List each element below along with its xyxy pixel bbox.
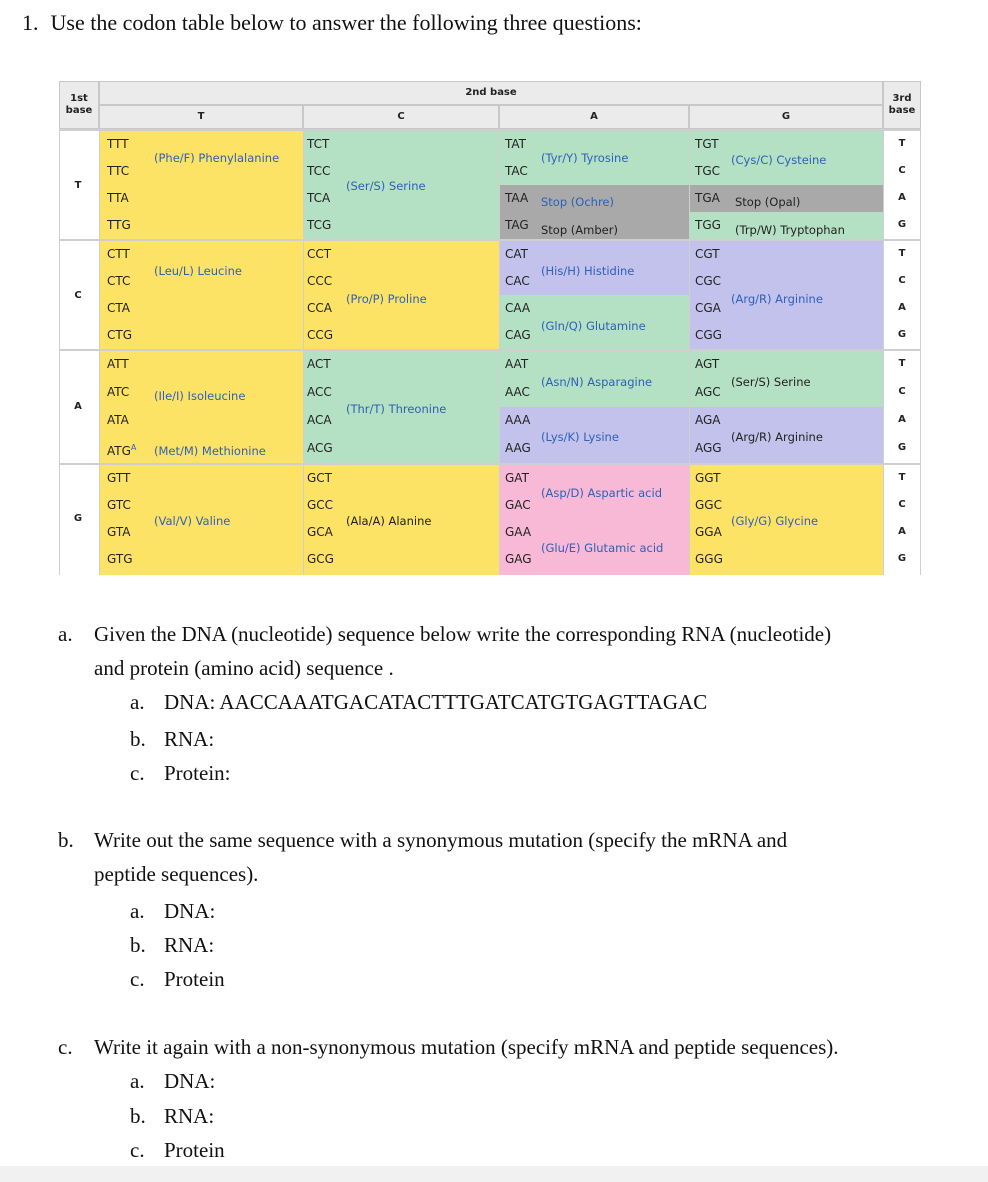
codon-tca: TCA [307,191,331,205]
codon-cac: CAC [505,274,530,288]
aa-ile: (Ile/I) Isoleucine [154,389,246,403]
bottom-scroll-strip [0,1166,988,1182]
codon-tat: TAT [505,137,527,151]
header-2nd-a: A [499,105,689,129]
aa-ser1: (Ser/S) Serine [346,179,426,193]
codon-ccc: CCC [307,274,333,288]
codon-aag: AAG [505,441,531,455]
codon-aca: ACA [307,413,332,427]
codon-aga: AGA [695,413,721,427]
codon-tga: TGA [695,191,720,205]
header-2nd-t: T [99,105,303,129]
aa-stop-opal: Stop (Opal) [735,195,801,209]
codon-gac: GAC [505,498,531,512]
codon-act: ACT [307,357,331,371]
codon-gtt: GTT [107,471,131,485]
third-base-label: T [898,248,906,259]
codon-gcg: GCG [307,552,334,566]
question-title [22,10,642,36]
third-base-label: T [898,358,906,369]
aa-arg2: (Arg/R) Arginine [731,430,823,444]
aa-thr: (Thr/T) Threonine [346,402,447,416]
part-b-label: b. [58,828,74,852]
codon-ctc: CTC [107,274,131,288]
codon-aaa: AAA [505,413,531,427]
codon-gta: GTA [107,525,131,539]
codon-cat: CAT [505,247,528,261]
part-a-item-c: c. Protein: [130,761,231,785]
part-b-line1: b. Write out the same sequence with a synonymous mutation (specify the mRNA and [58,825,787,855]
codon-cca: CCA [307,301,332,315]
codon-gtc: GTC [107,498,131,512]
aa-his: (His/H) Histidine [541,264,635,278]
codon-gag: GAG [505,552,532,566]
first-base-t: T [74,180,82,191]
third-base-label: A [898,192,906,203]
third-base-label: C [898,386,906,397]
codon-ttt: TTT [107,137,129,151]
codon-gaa: GAA [505,525,532,539]
codon-gct: GCT [307,471,333,485]
third-base-label: A [898,526,906,537]
codon-gcc: GCC [307,498,334,512]
aa-gln: (Gln/Q) Glutamine [541,319,646,333]
aa-tyr: (Tyr/Y) Tyrosine [541,151,629,165]
codon-cta: CTA [107,301,130,315]
codon-tag: TAG [505,218,529,232]
codon-cct: CCT [307,247,332,261]
first-base-c: C [74,290,82,301]
part-a-item-a: a. DNA: AACCAAATGACATACTTTGATCATGTGAGTTAGAC [130,690,708,714]
third-base-label: A [898,302,906,313]
third-base-label: G [897,329,907,340]
part-c-item-a: a. DNA: [130,1069,216,1093]
part-b-line2: peptide sequences). [94,862,259,886]
aa-stop-ochre: Stop (Ochre) [541,195,614,209]
codon-tgg: TGG [695,218,721,232]
aa-cys: (Cys/C) Cysteine [731,153,827,167]
codon-atg: $ATG^A$ [107,443,137,458]
third-base-label: A [898,414,906,425]
aa-gly: (Gly/G) Glycine [731,514,819,528]
codon-table [59,81,921,575]
codon-cga: CGA [695,301,721,315]
codon-agc: AGC [695,385,721,399]
part-b-item-b: b. RNA: [130,933,215,957]
header-1st-base: 1st base [59,81,99,129]
codon-ggt: GGT [695,471,721,485]
codon-agt: AGT [695,357,720,371]
part-a-line1 [58,619,831,649]
third-base-label: C [898,499,906,510]
codon-tcc: TCC [307,164,331,178]
codon-cgc: CGC [695,274,722,288]
codon-agg: AGG [695,441,722,455]
third-base-label: G [897,553,907,564]
codon-cgt: CGT [695,247,720,261]
part-a-item-b: b. RNA: [130,727,215,751]
part-a-line2: and protein (amino acid) sequence . [94,656,394,680]
atg-footnote-marker: A [130,443,137,452]
codon-gtg: GTG [107,552,133,566]
header-3rd-base: 3rd base [883,81,921,129]
aa-val: (Val/V) Valine [154,514,231,528]
codon-tta: TTA [107,191,129,205]
part-c-label: c. [58,1035,73,1059]
codon-aac: AAC [505,385,530,399]
third-base-label: G [897,442,907,453]
first-base-g: G [73,513,83,524]
aa-asn: (Asn/N) Asparagine [541,375,653,389]
codon-acc: ACC [307,385,332,399]
codon-tgc: TGC [695,164,721,178]
part-b-item-a: a. DNA: [130,899,216,923]
codon-taa: TAA [505,191,529,205]
question-number: 1. [22,10,39,35]
aa-ser2: (Ser/S) Serine [731,375,811,389]
codon-gca: GCA [307,525,333,539]
aa-asp: (Asp/D) Aspartic acid [541,486,662,500]
header-2nd-g: G [689,105,883,129]
codon-tcg: TCG [307,218,332,232]
dna-sequence: DNA: AACCAAATGACATACTTTGATCATGTGAGTTAGAC [164,690,708,714]
aa-phe: (Phe/F) Phenylalanine [154,151,280,165]
codon-aat: AAT [505,357,529,371]
aa-glu: (Glu/E) Glutamic acid [541,541,664,555]
header-2nd-c: C [303,105,499,129]
codon-acg: ACG [307,441,333,455]
codon-ggc: GGC [695,498,722,512]
part-c-line1: c. Write it again with a non-synonymous mutation (specify mRNA and peptide sequences). [58,1032,839,1062]
codon-tac: TAC [505,164,528,178]
first-base-a: A [74,401,82,412]
codon-cag: CAG [505,328,531,342]
codon-cgg: CGG [695,328,722,342]
third-base-label: C [898,275,906,286]
question-text: Use the codon table below to answer the following three questions: [50,10,642,35]
aa-met: (Met/M) Methionine [154,444,266,458]
third-base-label: C [898,165,906,176]
part-a-label: a. [58,622,73,646]
codon-caa: CAA [505,301,531,315]
part-c-item-c: c. Protein [130,1138,225,1162]
codon-gat: GAT [505,471,529,485]
codon-ttc: TTC [107,164,130,178]
part-a-text1: Given the DNA (nucleotide) sequence below write the corresponding RNA (nucleotide) [94,622,832,646]
codon-ccg: CCG [307,328,334,342]
third-base-label: G [897,219,907,230]
codon-tgt: TGT [695,137,719,151]
aa-pro: (Pro/P) Proline [346,292,427,306]
aa-arg1: (Arg/R) Arginine [731,292,823,306]
codon-atc: ATC [107,385,130,399]
aa-trp: (Trp/W) Tryptophan [735,223,845,237]
aa-stop-amber: Stop (Amber) [541,223,618,237]
codon-ttg: TTG [107,218,131,232]
aa-leu: (Leu/L) Leucine [154,264,242,278]
codon-ctg: CTG [107,328,133,342]
aa-lys: (Lys/K) Lysine [541,430,619,444]
codon-gga: GGA [695,525,722,539]
codon-att: ATT [107,357,129,371]
codon-ctt: CTT [107,247,130,261]
codon-tct: TCT [307,137,330,151]
codon-ggg: GGG [695,552,723,566]
aa-ala: (Ala/A) Alanine [346,514,432,528]
part-b-item-c: c. Protein [130,967,225,991]
part-c-item-b: b. RNA: [130,1104,215,1128]
third-base-label: T [898,472,906,483]
codon-ata: ATA [107,413,129,427]
third-base-label: T [898,138,906,149]
header-2nd-base: 2nd base [99,81,883,105]
